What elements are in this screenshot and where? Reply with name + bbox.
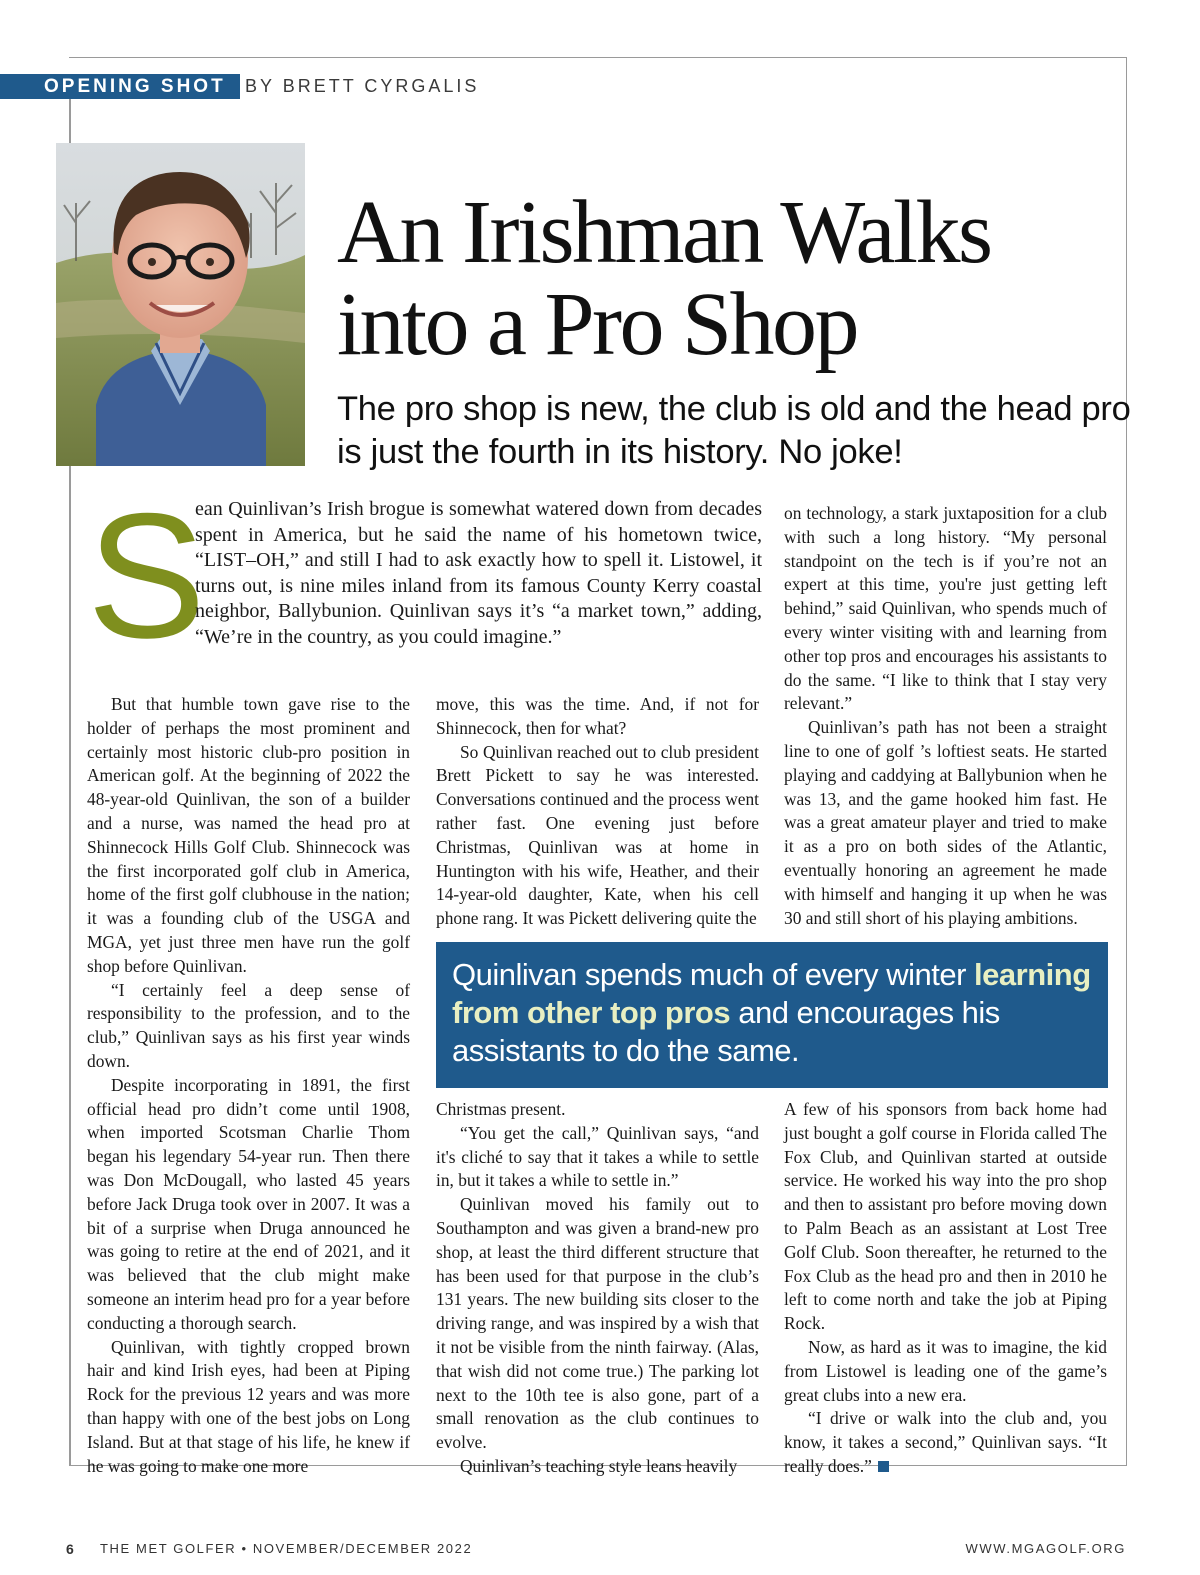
body-paragraph: Quinlivan moved his family out to Southampton and was given a brand-new pro shop, at least the third different structure that has been used for that purpose in the club’s 131 years. The new building sits closer to the driving range, and was inspired by a wish that it not be visible from the ninth fairway. (Alas, that wish did not come true.) The parking lot next to the 10th tee is also gone, part of a small renovation as the club continues to evolve. [436,1194,759,1453]
section-label: OPENING SHOT [0,74,240,99]
body-column-2-top [436,693,759,931]
body-column-3-top [784,502,1107,930]
body-paragraph: So Quinlivan reached out to club president Brett Pickett to say he was interested. Conversations continued and the process went rather fast. One evening just before Christmas, Quinlivan was at home in Huntington with his wife, Heather, and their 14-year-old daughter, Kate, when his cell phone rang. It was Pickett delivering quite the [436,741,759,929]
body-paragraph: move, this was the time. And, if not for Shinnecock, then for what? [436,694,759,738]
body-paragraph: Despite incorporating in 1891, the first official head pro didn’t come until 1908, when imported Scotsman Charlie Thom began his legendary 54-year run. Then there was Don McDougall, who lasted 45 years before Jack Druga took over in 2007. It was a bit of a surprise when Druga announced he was going to retire at the end of 2021, and it was believed that the club might make someone an interim head pro for a year before conducting a thorough search. [87,1074,410,1333]
body-paragraph [784,1407,1107,1478]
body-paragraph: Now, as hard as it was to imagine, the kid from Listowel is leading one of the game’s great clubs into a new era. [784,1336,1107,1405]
article-deck: The pro shop is new, the club is old and the head pro is just the fourth in its history. No joke! [337,390,1131,471]
end-of-article-square-icon [878,1461,889,1472]
page-number: 6 [66,1541,76,1557]
pull-quote-text-start: Quinlivan spends much of every winter [452,957,975,992]
body-paragraph: But that humble town gave rise to the holder of perhaps the most prominent and certainly most historic club-pro position in American golf. At the beginning of 2022 the 48-year-old Quinlivan, the son of a builder and a nurse, was named the head pro at Shinnecock Hills Golf Club. Shinnecock was the first incorporated golf club in America, home of the first golf clubhouse in the nation; it was a founding club of the USGA and MGA, yet just three men have run the golf shop before Quinlivan. [87,694,410,976]
website-url: WWW.MGAGOLF.ORG [965,1541,1126,1556]
body-paragraph: Quinlivan, with tightly cropped brown hair and kind Irish eyes, had been at Piping Rock for the previous 12 years and was more than happy with one of the best jobs on Long Island. But at that stage of his life, he knew if he was going to make one more [87,1336,410,1476]
closing-quote-text: “I drive or walk into the club and, you know, it takes a second,” Quinlivan says. “It really does.” [784,1408,1107,1476]
headline-line-1: An Irishman Walks [337,183,991,282]
lead-paragraph [87,476,762,675]
body-paragraph: on technology, a stark juxtaposition for a club with such a long history. “My personal standpoint on the tech is if you’re not an expert at this time, you're just getting left behind,” said Quinlivan, who spends much of every winter visiting with and learning from other top pros and encourages his assistants to do the same. “I like to think that I stay very relevant.” [784,503,1107,714]
body-paragraph: Christmas present. [436,1099,566,1119]
lead-text: ean Quinlivan’s Irish brogue is somewhat watered down from decades spent in America, but he said the name of his hometown twice, “LIST–OH,” and still I had to ask exactly how to spell it. Listowel, it turns out, is nine miles inland from its famous County Kerry coastal neighbor, Ballybunion. Quinlivan says it’s “a market town,” adding, “We’re in the country, as you could imagine.” [195,498,762,648]
body-column-1 [87,693,410,1478]
body-paragraph: A few of his sponsors from back home had just bought a golf course in Florida called The Fox Club, and Quinlivan started at outside service. He worked his way into the pro shop and then to assistant pro before moving down to Palm Beach as an assistant at Lost Tree Golf Club. Soon thereafter, he returned to the Fox Club as the head pro and then in 2010 he left to come north and take the job at Piping Rock. [784,1099,1107,1334]
drop-cap: S [87,476,206,675]
author-portrait-photo [56,143,305,466]
headline-line-2: into a Pro Shop [337,275,858,374]
body-paragraph: “I certainly feel a deep sense of responsibility to the profession, and to the club,” Quinlivan says as his first year winds down. [87,979,410,1071]
body-paragraph: “You get the call,” Quinlivan says, “and it's cliché to say that it takes a while to settle in, but it takes a while to settle in.” [436,1122,759,1191]
pull-quote-text-end: and encourages his assistants to do the same. [452,995,1000,1068]
body-column-3-bottom [784,1098,1107,1479]
pull-quote-highlight: learning from other top pros [452,957,1091,1030]
byline: BY BRETT CYRGALIS [245,76,480,96]
publication-info: THE MET GOLFER • NOVEMBER/DECEMBER 2022 [100,1541,473,1556]
article-headline [337,183,1137,374]
body-column-2-bottom [436,1098,759,1479]
pull-quote [436,942,1108,1088]
body-paragraph: Quinlivan’s path has not been a straight line to one of golf ’s loftiest seats. He started playing and caddying at Ballybunion when he was 13, and the game hooked him fast. He was a great amateur player and tried to make it as a pro on both sides of the Atlantic, eventually honoring an agreement he made with himself and hanging it up when he was 30 and still short of his playing ambitions. [784,717,1107,928]
body-paragraph: Quinlivan’s teaching style leans heavily [460,1455,738,1476]
